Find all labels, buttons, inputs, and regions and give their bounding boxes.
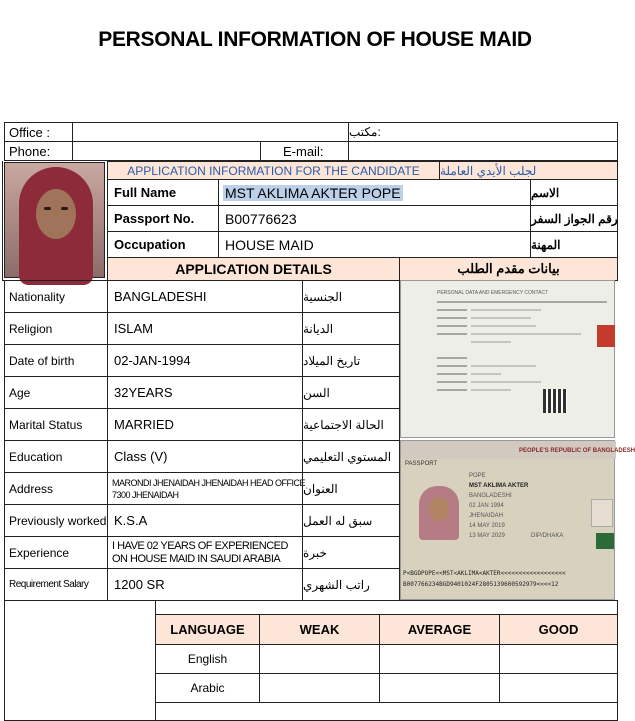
passport-label: Passport No.	[107, 205, 219, 232]
detail-value[interactable]: 1200 SR	[107, 568, 303, 601]
scan1-heading: PERSONAL DATA AND EMERGENCY CONTACT	[437, 290, 549, 296]
detail-label: Marital Status	[4, 408, 108, 441]
phone-label: Phone:	[4, 141, 73, 161]
detail-ar: راتب الشهري	[302, 568, 400, 601]
passport-field[interactable]	[218, 205, 531, 232]
detail-label: Education	[4, 440, 108, 473]
mrz-line-2: B007766234BGD9401024F2805139600592979<<<<12	[403, 581, 559, 588]
detail-ar: خبرة	[302, 536, 400, 569]
detail-label: Requirement Salary	[4, 568, 108, 601]
lang-header-weak: WEAK	[259, 614, 380, 645]
detail-ar: المستوي التعليمي	[302, 440, 400, 473]
detail-value[interactable]: 02-JAN-1994	[107, 344, 303, 377]
office-field[interactable]	[72, 122, 349, 142]
lang-header-average: AVERAGE	[379, 614, 500, 645]
english-average-cell[interactable]	[379, 644, 500, 674]
detail-value[interactable]: MARONDI JHENAIDAH JHENAIDAH HEAD OFFICE 7300 JHENAIDAH	[107, 472, 303, 505]
passport-bio-scan: PEOPLE'S REPUBLIC OF BANGLADESH PASSPORT POPE MST AKLIMA AKTER BANGLADESHI 02 JAN 1994 JHENAIDAH 14 MAY 2019 13 MAY 2029 DIP/DHAKA P<BGDPOPE<<MST<AKLIMA<AKTER<<<<<<<<<<<<<<<<<< B007766234BGD9401024F2805139600592979<<<<12	[400, 440, 615, 600]
details-header: APPLICATION DETAILS	[107, 257, 400, 281]
office-ar-label: :مكتب	[349, 125, 381, 139]
detail-label: Experience	[4, 536, 108, 569]
arabic-weak-cell[interactable]	[259, 673, 380, 703]
app-info-header: APPLICATION INFORMATION FOR THE CANDIDATE	[107, 161, 440, 180]
app-info-header-ar: لجلب الأيدي العاملة	[439, 161, 618, 180]
passport-ar: رقم الجواز السفر	[530, 205, 618, 232]
detail-value[interactable]: Class (V)	[107, 440, 303, 473]
arabic-good-cell[interactable]	[499, 673, 618, 703]
detail-ar: السن	[302, 376, 400, 409]
mrz-line-1: P<BGDPOPE<<MST<AKLIMA<AKTER<<<<<<<<<<<<<<<<<<	[403, 570, 566, 577]
arabic-average-cell[interactable]	[379, 673, 500, 703]
detail-value[interactable]: MARRIED	[107, 408, 303, 441]
phone-field[interactable]	[72, 141, 261, 161]
detail-label: Date of birth	[4, 344, 108, 377]
detail-value[interactable]: 32YEARS	[107, 376, 303, 409]
detail-ar: العنوان	[302, 472, 400, 505]
details-header-ar: بيانات مقدم الطلب	[399, 257, 618, 281]
detail-label: Nationality	[4, 280, 108, 313]
photo-frame	[2, 161, 108, 281]
english-weak-cell[interactable]	[259, 644, 380, 674]
english-good-cell[interactable]	[499, 644, 618, 674]
lang-header-good: GOOD	[499, 614, 618, 645]
office-ar-field[interactable]	[348, 122, 618, 142]
detail-ar: الجنسية	[302, 280, 400, 313]
full-name-ar: الاسم	[530, 179, 618, 206]
full-name-field[interactable]	[218, 179, 531, 206]
page-title: PERSONAL INFORMATION OF HOUSE MAID	[98, 28, 532, 51]
lang-header-language: LANGUAGE	[155, 614, 260, 645]
detail-label: Address	[4, 472, 108, 505]
lang-row-english: English	[155, 644, 260, 674]
occupation-value: HOUSE MAID	[225, 236, 314, 253]
detail-value[interactable]: ISLAM	[107, 312, 303, 345]
detail-value[interactable]: BANGLADESHI	[107, 280, 303, 313]
lang-row-arabic: Arabic	[155, 673, 260, 703]
full-name-label: Full Name	[107, 179, 219, 206]
passport-data-scan	[400, 280, 615, 438]
occupation-ar: المهنة	[530, 231, 618, 258]
full-name-value: MST AKLIMA AKTER POPE	[225, 184, 401, 201]
email-field[interactable]	[348, 141, 618, 161]
detail-ar: سبق له العمل	[302, 504, 400, 537]
detail-value[interactable]: I HAVE 02 YEARS OF EXPERIENCED ON HOUSE MAID IN SAUDI ARABIA	[107, 536, 303, 569]
detail-label: Age	[4, 376, 108, 409]
detail-label: Previously worked	[4, 504, 108, 537]
detail-ar: تاريخ الميلاد	[302, 344, 400, 377]
detail-ar: الحالة الاجتماعية	[302, 408, 400, 441]
detail-ar: الديانة	[302, 312, 400, 345]
occupation-field[interactable]	[218, 231, 531, 258]
passport-value: B00776623	[225, 210, 297, 227]
email-label: E-mail:	[260, 141, 349, 161]
detail-value[interactable]: K.S.A	[107, 504, 303, 537]
scan2-heading: PEOPLE'S REPUBLIC OF BANGLADESH	[519, 448, 635, 454]
occupation-label: Occupation	[107, 231, 219, 258]
detail-label: Religion	[4, 312, 108, 345]
office-label: Office :	[4, 122, 73, 142]
